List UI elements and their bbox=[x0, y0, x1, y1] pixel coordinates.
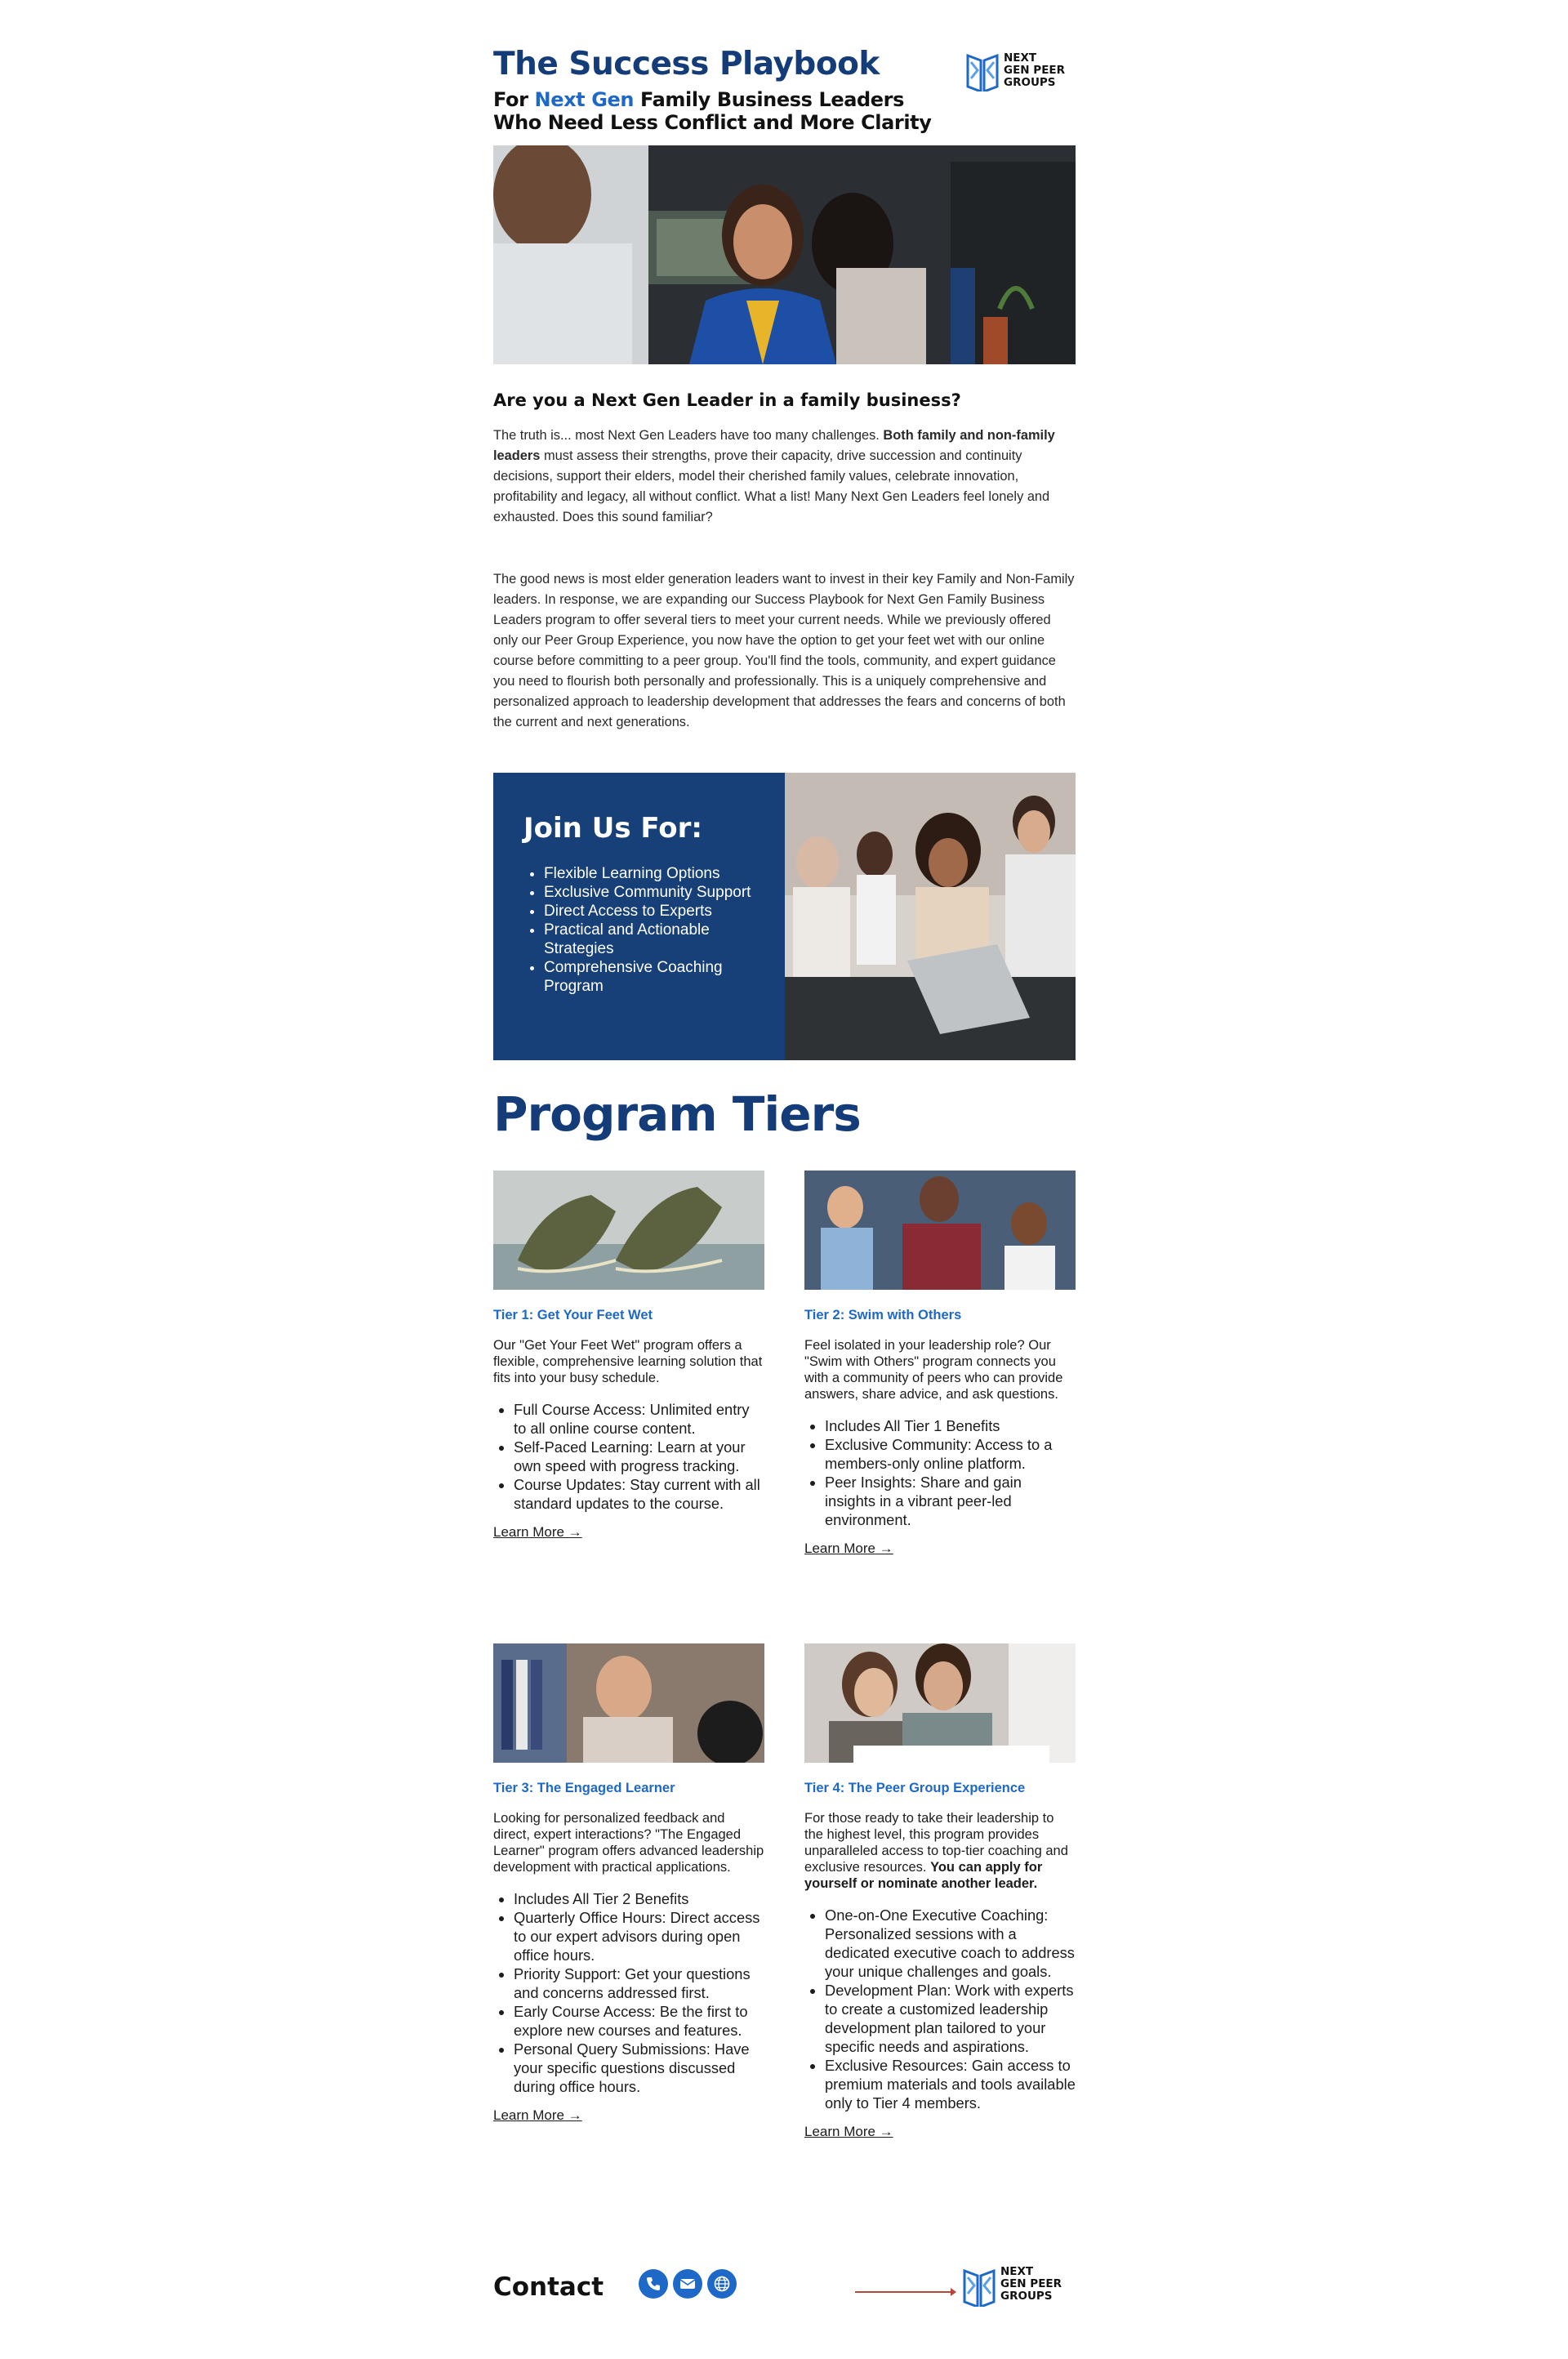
tier-2-title: Tier 2: Swim with Others bbox=[804, 1308, 962, 1322]
tier-4-image bbox=[804, 1643, 1076, 1763]
join-item: • Flexible Learning Options bbox=[544, 864, 773, 883]
intro-p1-end: must assess their strengths, prove their capacity, drive succession and continuity decisions, support their elders, model their cherished family values, celebrate innovation, profitability and legacy, all without conflict. What a list! Many Next Gen Leaders feel lonely and exhausted. Does this sound familiar? bbox=[493, 448, 1050, 524]
globe-icon[interactable] bbox=[707, 2269, 737, 2299]
benefit-item: • Self-Paced Learning: Learn at your own speed with progress tracking. bbox=[514, 1438, 764, 1475]
page-subtitle bbox=[493, 88, 951, 134]
benefit-item: • Includes All Tier 2 Benefits bbox=[514, 1889, 764, 1908]
tier-4-desc-text: For those ready to take their leadership to the highest level, this program provides unparalleled access to top-tier coaching and exclusive resources. bbox=[804, 1811, 1068, 1875]
tier-4-benefits bbox=[804, 1906, 1076, 2112]
benefit-item: • Course Updates: Stay current with all standard updates to the course. bbox=[514, 1475, 764, 1513]
intro-paragraph-1 bbox=[493, 426, 1076, 528]
tier-4-learn-more-link[interactable]: Learn More → bbox=[804, 2124, 893, 2139]
intro-heading: Are you a Next Gen Leader in a family business? bbox=[493, 390, 961, 410]
logo-text: NEXT GEN PEER GROUPS bbox=[1004, 51, 1066, 89]
benefit-item: • Quarterly Office Hours: Direct access to our expert advisors during open office hours. bbox=[514, 1908, 764, 1964]
intro-p1-bold: Both family and non-family leaders bbox=[493, 428, 1055, 463]
join-item: • Direct Access to Experts bbox=[544, 902, 773, 921]
logo-mark-icon bbox=[961, 2264, 997, 2307]
tier-3-desc: Looking for personalized feedback and direct, expert interactions? "The Engaged Learner" program offers advanced leadership development with practical applications. bbox=[493, 1811, 764, 1875]
tier-1-title: Tier 1: Get Your Feet Wet bbox=[493, 1308, 653, 1322]
tier-4-desc-bold: You can apply for yourself or nominate another leader. bbox=[804, 1860, 1043, 1891]
subtitle-prefix: For bbox=[493, 88, 535, 111]
subtitle-rest: Family Business Leaders Who Need Less Conflict and More Clarity bbox=[493, 88, 932, 134]
subtitle-highlight: Next Gen bbox=[534, 88, 635, 111]
benefit-item: • Priority Support: Get your questions and concerns addressed first. bbox=[514, 1964, 764, 2002]
footer-logo-text: NEXT GEN PEER GROUPS bbox=[1000, 2265, 1062, 2303]
phone-icon[interactable] bbox=[639, 2269, 668, 2299]
intro-p1-start: The truth is... most Next Gen Leaders have too many challenges. bbox=[493, 428, 884, 443]
tier-card-1 bbox=[493, 1171, 764, 1541]
benefit-item: • Exclusive Community: Access to a members-only online platform. bbox=[825, 1435, 1076, 1473]
intro-paragraph-2: The good news is most elder generation leaders want to invest in their key Family and Non-Family leaders. In response, we are expanding our Success Playbook for Next Gen Family Business Leaders program to offer several tiers to meet your current needs. While we previously offered only our Peer Group Experience, you now have the option to get your feet wet with our online course before committing to a peer group. You'll find the tools, community, and expert guidance you need to flourish both personally and professionally. This is a uniquely comprehensive and personalized approach to leadership development that addresses the fears and concerns of both the current and next generations. bbox=[493, 572, 1075, 729]
join-item: • Exclusive Community Support bbox=[544, 883, 773, 902]
team-meeting-photo bbox=[785, 773, 1076, 1060]
tier-card-3 bbox=[493, 1643, 764, 2124]
tiers-heading: Program Tiers bbox=[493, 1086, 861, 1142]
tier-4-desc bbox=[804, 1810, 1076, 1892]
join-banner bbox=[493, 773, 1076, 1060]
join-item: • Comprehensive Coaching Program bbox=[544, 958, 773, 996]
contact-label: Contact bbox=[493, 2272, 604, 2302]
tier-2-learn-more-link[interactable]: Learn More → bbox=[804, 1541, 893, 1556]
tier-2-desc: Feel isolated in your leadership role? Our "Swim with Others" program connects you with a community of peers who can provide answers, share advice, and ask questions. bbox=[804, 1338, 1063, 1402]
tier-1-benefits bbox=[493, 1400, 764, 1513]
benefit-item: • One-on-One Executive Coaching: Personalized sessions with a dedicated executive coach to address your unique challenges and goals. bbox=[825, 1906, 1076, 1981]
hero-image bbox=[493, 145, 1076, 364]
benefit-item: • Exclusive Resources: Gain access to premium materials and tools available only to Tier 4 members. bbox=[825, 2056, 1076, 2112]
join-title: Join Us For: bbox=[523, 812, 702, 845]
email-icon[interactable] bbox=[673, 2269, 702, 2299]
page-title: The Success Playbook bbox=[493, 46, 880, 82]
tier-2-benefits bbox=[804, 1416, 1076, 1529]
logo bbox=[964, 49, 1076, 98]
arrow-divider bbox=[855, 2291, 955, 2293]
tier-1-learn-more-link[interactable]: Learn More → bbox=[493, 1524, 582, 1540]
tier-card-2 bbox=[804, 1171, 1076, 1557]
office-team-photo bbox=[493, 145, 1076, 364]
tier-1-image bbox=[493, 1171, 764, 1290]
benefit-item: • Includes All Tier 1 Benefits bbox=[825, 1416, 1076, 1435]
tier-3-learn-more-link[interactable]: Learn More → bbox=[493, 2107, 582, 2123]
benefit-item: • Full Course Access: Unlimited entry to all online course content. bbox=[514, 1400, 764, 1438]
tier-2-image bbox=[804, 1171, 1076, 1290]
contact-footer bbox=[493, 2263, 1076, 2312]
join-list bbox=[544, 864, 773, 996]
join-item: • Practical and Actionable Strategies bbox=[544, 921, 773, 958]
tier-4-title: Tier 4: The Peer Group Experience bbox=[804, 1781, 1026, 1795]
benefit-item: • Peer Insights: Share and gain insights in a vibrant peer-led environment. bbox=[825, 1473, 1076, 1529]
logo-mark-icon bbox=[964, 49, 1000, 91]
benefit-item: • Early Course Access: Be the first to explore new courses and features. bbox=[514, 2002, 764, 2040]
join-panel bbox=[493, 773, 785, 1060]
footer-logo bbox=[961, 2263, 1066, 2310]
header bbox=[493, 42, 1076, 140]
join-image bbox=[785, 773, 1076, 1060]
benefit-item: • Personal Query Submissions: Have your specific questions discussed during office hours. bbox=[514, 2040, 764, 2096]
tier-3-benefits bbox=[493, 1889, 764, 2096]
tier-3-image bbox=[493, 1643, 764, 1763]
benefit-item: • Development Plan: Work with experts to create a customized leadership development plan tailored to your specific needs and aspirations. bbox=[825, 1981, 1076, 2056]
tier-1-desc: Our "Get Your Feet Wet" program offers a flexible, comprehensive learning solution that fits into your busy schedule. bbox=[493, 1338, 763, 1385]
tier-card-4 bbox=[804, 1643, 1076, 2140]
contact-icons bbox=[639, 2269, 737, 2299]
tier-3-title: Tier 3: The Engaged Learner bbox=[493, 1781, 675, 1795]
